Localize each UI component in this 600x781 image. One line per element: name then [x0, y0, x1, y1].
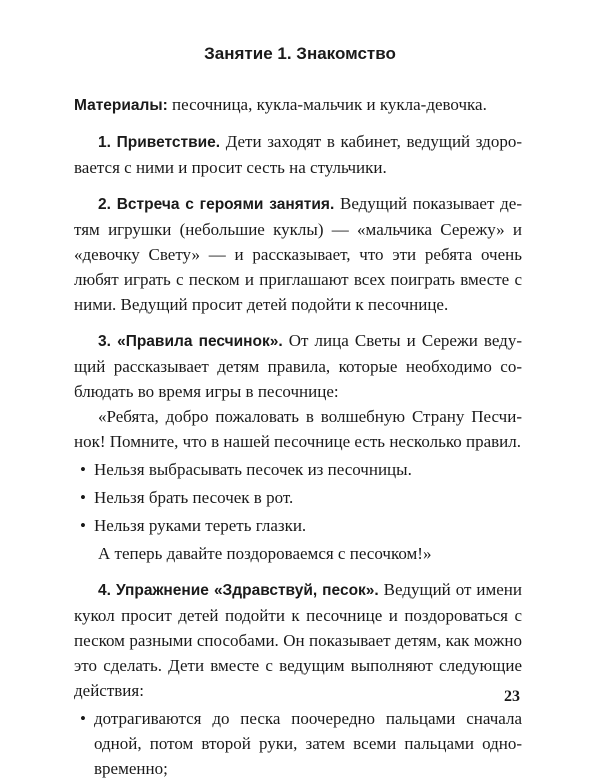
materials-paragraph — [74, 92, 522, 118]
list-item — [74, 485, 522, 510]
section-rules — [74, 328, 522, 404]
section-text: Дети заходят в кабинет, ведущий здоровается с ними и просит сесть на стульчики. — [74, 132, 522, 177]
bullet-icon: • — [80, 709, 86, 728]
rule-text: Нельзя брать песочек в рот. — [94, 488, 294, 507]
section-exercise — [74, 577, 522, 703]
list-item — [74, 457, 522, 482]
bullet-icon: • — [80, 488, 86, 507]
section-lead: 4. Упражнение «Здравствуй, песок». — [98, 582, 379, 599]
section-meeting — [74, 191, 522, 317]
rule-text: Нельзя выбрасывать песочек из песочницы. — [94, 460, 412, 479]
action-text: дотрагиваются до песка поочередно пальцами сначала одной, потом второй руки, затем всеми пальцами одновременно; — [94, 709, 522, 778]
list-item — [74, 513, 522, 538]
bullet-icon: • — [80, 516, 86, 535]
section-lead: 3. «Правила песчинок». — [98, 333, 283, 350]
section-text: От лица Светы и Сережи ведущий рассказывает детям правила, которые необходимо соблюдать во время игры в песочнице: — [74, 331, 522, 401]
closing-line: А теперь давайте поздороваемся с песочком!» — [98, 544, 432, 563]
section-greeting — [74, 129, 522, 180]
section-text: Ведущий показывает детям игрушки (небольшие куклы) — «мальчика Сережу» и «девочку Свету» — и рассказывает, что эти ребята очень любят играть с песком и приглашают всех поиграть вместе с ними. Ведущий просит детей подойти к песочнице. — [74, 194, 522, 314]
list-item — [74, 706, 522, 781]
page-body — [74, 92, 522, 781]
materials-text: песочница, кукла-мальчик и кукла-девочка. — [167, 95, 487, 114]
page-title: Занятие 1. Знакомство — [204, 44, 396, 63]
section-lead: 2. Встреча с героями занятия. — [98, 196, 335, 213]
bullet-icon: • — [80, 460, 86, 479]
quote-paragraph: «Ребята, добро пожаловать в волшебную Страну Песчинок! Помните, что в нашей песочнице есть несколько правил. — [74, 407, 522, 451]
rule-text: Нельзя руками тереть глазки. — [94, 516, 307, 535]
materials-label: Материалы: — [74, 97, 168, 114]
section-lead: 1. Приветствие. — [98, 134, 221, 151]
section-text: Ведущий от имени кукол просит детей подойти к песочнице и поздороваться с песком разными способами. Он показывает детям, как можно это сделать. Дети вместе с ведущим выполняют следующие действия: — [74, 580, 522, 700]
page-number: 23 — [504, 688, 520, 705]
